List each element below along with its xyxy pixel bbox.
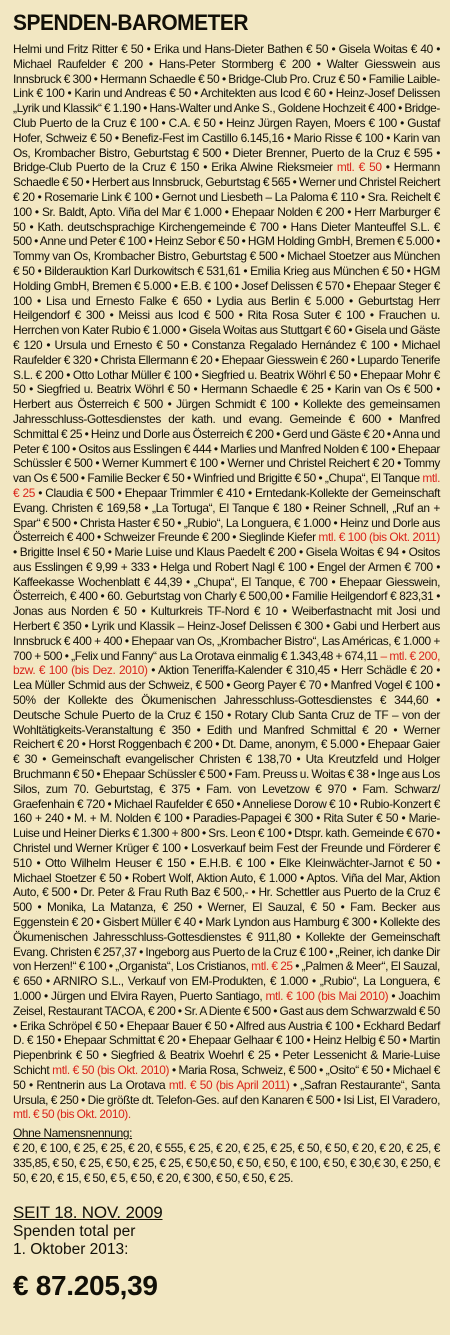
donation-text: • Hermann Schaedle € 50 • Herbert aus Innsbruck, Geburtstag € 565 • Werner und Christel Reichert € 20 • Rosemarie Link € 100 • Gernot und Liesbeth – La Paloma € 110 • Sra. Reichelt € 100 • Sr. Baldt, Apto. Viña del Mar € 1.000 • Ehepaar Nolden € 200 • Herr Marburger € 50 • Kath. deutschsprachige Kirchengemeinde € 700 • Hans Dieter Manteuffel S.L. € 500 • Anne und Peter € 100 • Heinz Sebor € 50 • HGM Holding GmbH, Bremen € 5.000 • Tommy van Os, Krombacher Bistro, Geburtstag € 500 • Michael Stoetzer aus München € 50 • Bilderauktion Karl Durkowitsch € 531,61 • Emilia Krieg aus München € 50 • HGM Holding GmbH, Bremen € 5.000 • E.B. € 100 • Josef Delissen € 570 • Ehepaar Steger € 100 • Lisa und Ernesto Falke € 650 • Lydia aus Berlin € 5.000 • Geburtstag Herr Heilgendorf € 300 • Meissi aus Icod € 500 • Rita Rosa Suter € 100 • Frauchen u. Herrchen von Kater Rubio € 1.000 • Gisela Woitas aus Stuttgart € 60 • Gisela und Gäste € 120 • Ursula und Ernesto € 50 • Constanza Regalado Hernández € 100 • Michael Raufelder € 320 • Christa Ellermann € 20 • Ehepaar Giesswein € 260 • Lupardo Tenerife S.L. € 200 • Otto Lothar Müller € 100 • Siegfried u. Beatrix Wöhrl € 50 • Ehepaar Mohr € 50 • Siegfried u. Beatrix Wöhrl € 50 • Hermann Schaedle € 25 • Karin van Os € 500 • Herbert aus Österreich € 500 • Jürgen Schmidt € 100 • Kollekte des gemeinsamen Jahresschluss-Gottesdienstes der kath. und evang. Gemeinde € 600 • Manfred Schmittal € 25 • Heinz und Dorle aus Österreich € 200 • Gerd und Gäste € 20 • Anna und Peter € 100 • Ositos aus Esslingen € 444 • Marlies und Manfred Nolden € 100 • Ehepaar Schüssler € 500 • Werner Kummert € 100 • Werner und Christel Reichert € 20 • Tommy van Os € 500 • Familie Becker € 50 • Winfried und Brigitte € 50 • „Chupa“, El Tanque — [13, 160, 440, 486]
monthly-donation-highlight: mtl. € 50 (bis April 2011) — [168, 1077, 290, 1092]
monthly-donation-highlight: mtl. € 50 (bis Okt. 2010). — [13, 1107, 131, 1122]
anonymous-donations: € 20, € 100, € 25, € 25, € 20, € 555, € 25, € 20, € 25, € 25, € 50, € 50, € 20, € 20, € 25, € 335,85, € 50, € 25, € 50, € 25, € 25, € 50,€ 50, € 50, € 50, € 100, € 50, € 30,€ 30, € 250, € 50, € 20, € 15, € 50, € 5, € 50, € 20, € 300, € 50, € 50, € 25. — [13, 1140, 440, 1185]
donation-text: • Brigitte Insel € 50 • Marie Luise und Klaus Paedelt € 200 • Gisela Woitas € 94 • Ositos aus Esslingen € 9,99 + 333 • Helga und Robert Nagl € 100 • Engel der Armen € 700 • Kaffeekasse Wochenblatt € 44,39 • „Chupa“, El Tanque, € 700 • Ehepaar Giesswein, Österreich, € 400 • 60. Geburtstag von Charly € 500,00 • Familie Heilgendorf € 823,31 • Jonas aus Norden € 50 • Kulturkreis TF-Nord € 10 • Weiberfastnacht mit Josi und Herbert € 350 • Lyrik und Klassik – Heinz-Josef Delissen € 300 • Gabi und Herbert aus Innsbruck € 400 + 400 • Ehepaar van Os, „Krombacher Bistro“, Las Américas, € 1.000 + 700 + 500 • „Felix und Fanny“ aus La Orotava einmalig € 1.343,48 + 674,11 — [13, 545, 440, 663]
total-label-line-2: 1. Oktober 2013: — [13, 1241, 129, 1259]
total-amount: € 87.205,39 — [13, 1270, 158, 1302]
since-date: SEIT 18. NOV. 2009 — [13, 1203, 163, 1223]
monthly-donation-highlight: mtl. € 100 (bis Mai 2010) — [265, 989, 389, 1003]
monthly-donation-highlight: mtl. € 100 (bis Okt. 2011) — [318, 530, 440, 545]
donation-text: • „Safran Restaurante“, Santa Ursula, € 250 • Die größte dt. Telefon-Ges. auf den Kanaren € 500 • Isi List, El Varadero, — [13, 1077, 441, 1107]
donation-text: Helmi und Fritz Ritter € 50 • Erika und Hans-Dieter Bathen € 50 • Gisela Woitas € 40 • Michael Raufelder € 200 • Hans-Peter Stormberg € 200 • Walter Giesswein aus Innsbruck € 300 • Hermann Schaedle € 50 • Bridge-Club Pro. Cruz € 50 • Familie Laible-Link € 100 • Karin und Andreas € 50 • Architekten aus Icod € 60 • Heinz-Josef Delissen „Lyrik und Klassik“ € 1.190 • Hans-Walter und Anke S., Goldene Hochzeit € 400 • Bridge-Club Puerto de la Cruz € 100 • C.A. € 50 • Heinz Jürgen Rayen, Moers € 100 • Gustaf Hofer, Schweiz € 50 • Benefiz-Fest im Castillo 6.145,16 • Mario Risse € 100 • Karin van Os, Krombacher Bistro, Geburtstag € 500 • Dieter Brenner, Puerto de la Cruz € 595 • Bridge-Club Puerto de la Cruz € 150 • Erika Alwine Rieksmeier — [13, 42, 440, 175]
donation-text: • Joachim Zeisel, Restaurant TACOA, € 200 • Sr. A Diente € 500 • Gast aus dem Schwarzwald € 50 • Erika Schröpel € 50 • Ehepaar Bauer € 50 • Alfred aus Austria € 100 • Eckhard Bedarf D. € 150 • Ehepaar Schmittat € 20 • Ehepaar Gelhaar € 100 • Heinz Helbig € 50 • Martin Piepenbrink € 50 • Siegfried & Beatrix Woehrl € 25 • Peter Lessenicht & Marie-Luise Schicht — [13, 989, 441, 1077]
donation-list — [13, 42, 440, 1122]
barometer-title: SPENDEN-BAROMETER — [13, 10, 249, 35]
monthly-donation-highlight: – mtl. € 200, bzw. € 100 (bis Dez. 2010) — [13, 648, 441, 678]
monthly-donation-highlight: mtl. € 50 — [336, 160, 382, 175]
monthly-donation-highlight: mtl. € 25 — [251, 959, 293, 974]
donation-text: • Claudia € 500 • Ehepaar Trimmler € 410 • Erntedank-Kollekte der Gemeinschaft Evang. Christen € 169,58 • „La Tortuga“, El Tanque € 180 • Reiner Schnell, „Ruf an + Spar“ € 500 • Christa Haster € 50 • „Rubio“, La Longuera, € 1.000 • Heinz und Dorle aus Österreich € 400 • Schweizer Freunde € 200 • Sieglinde Kiefer — [13, 485, 441, 545]
donation-text: • Maria Rosa, Schweiz, € 500 • „Osito“ € 50 • Michael € 50 • Rentnerin aus La Orotava — [13, 1062, 440, 1092]
monthly-donation-highlight: mtl. € 25 — [13, 471, 440, 500]
donation-text: • „Palmen & Meer“, El Sauzal, € 650 • ARNIRO S.L., Verkauf von EM-Produkten, € 1.000 • „Rubio“, La Longuera, € 1.000 • Jürgen und Elvira Rayen, Puerto Santiago, — [13, 959, 440, 1003]
anonymous-heading: Ohne Namensnennung: — [13, 1126, 133, 1141]
monthly-donation-highlight: mtl. € 50 (bis Okt. 2010) — [52, 1062, 170, 1077]
total-label-line-1: Spenden total per — [13, 1223, 136, 1241]
donation-text: • Aktion Teneriffa-Kalender € 310,45 • Herr Schädle € 20 • Lea Müller Schmid aus der Schweiz, € 500 • Georg Payer € 70 • Manfred Vogel € 100 • 50% der Kollekte des Ökumenischen Jahresschluss-Gottesdienstes € 344,60 • Deutsche Schule Puerto de la Cruz € 150 • Rotary Club Santa Cruz de TF – von der Wohltätigkeits-Veranstaltung € 350 • Edith und Manfred Schmittal € 20 • Werner Reichert € 20 • Horst Roggenbach € 200 • Dt. Dame, anonym, € 5.000 • Ehepaar Gaier € 30 • Gemeinschaft evangelischer Christen € 138,70 • Uta Kreutzfeld und Holger Bruchmann € 50 • Ehepaar Schüssler € 500 • Fam. Preuss u. Woitas € 38 • Inge aus Los Silos, zum 70. Geburtstag, € 375 • Fam. von Levetzow € 970 • Fam. Schwarz/ Graefenhain € 720 • Michael Raufelder € 650 • Anneliese Dorow € 10 • Rubio-Konzert € 160 + 240 • M. + M. Nolden € 100 • Paradies-Papagei € 300 • Rita Suter € 50 • Marie-Luise und Heiner Dierks € 1.300 + 800 • Srs. Leon € 100 • Dtspr. kath. Gemeinde € 670 • Christel und Werner Krüger € 100 • Losverkauf beim Fest der Freunde und Förderer € 510 • Otto Wilhelm Heuser € 150 • E.H.B. € 100 • Elke Kleinwächter-Jarnot € 50 • Michael Stoetzer € 50 • Robert Wolf, Aktion Auto, € 1.000 • Aptos. Viña del Mar, Aktion Auto, € 500 • Dr. Peter & Frau Ruth Baz € 500,- • Hr. Schettler aus Puerto de la Cruz € 500 • Monika, La Matanza, € 250 • Werner, El Sauzal, € 50 • Fam. Becker aus Eggenstein € 20 • Gisbert Müller € 40 • Mark Lyndon aus Hamburg € 300 • Kollekte des Ökumenischen Jahresschluss-Gottesdienstes € 911,80 • Kollekte der Gemeinschaft Evang. Christen € 257,37 • Ingeborg aus Puerto de la Cruz € 100 • „Reiner, ich danke Dir von Herzen!“ € 100 • „Organista“, Los Cristianos, — [13, 663, 440, 974]
